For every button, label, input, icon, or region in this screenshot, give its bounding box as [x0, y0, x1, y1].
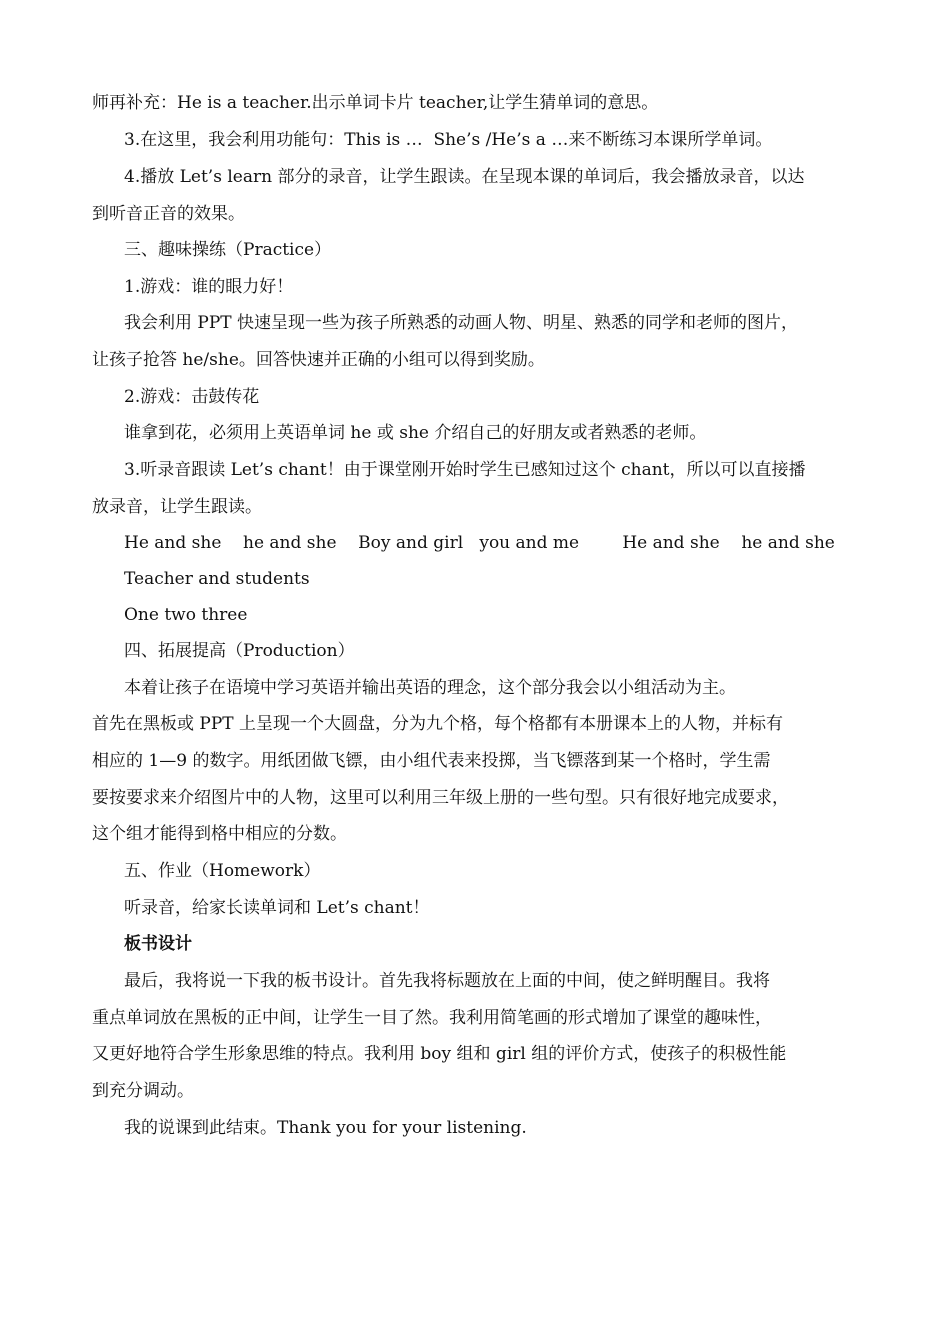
section-heading-homework: 五、作业（Homework） — [124, 861, 321, 881]
paragraph-line: 最后，我将说一下我的板书设计。首先我将标题放在上面的中间，使之鲜明醒目。我将 — [124, 971, 770, 991]
paragraph-line: 到充分调动。 — [92, 1081, 194, 1101]
paragraph-line: 重点单词放在黑板的正中间，让学生一目了然。我利用简笔画的形式增加了课堂的趣味性， — [92, 1008, 772, 1028]
section-heading-production: 四、拓展提高（Production） — [124, 641, 355, 661]
paragraph-line: 到听音正音的效果。 — [92, 204, 245, 224]
paragraph-line: 4.播放 Let’s learn 部分的录音，让学生跟读。在呈现本课的单词后，我会播放录音，以达 — [124, 167, 805, 187]
paragraph-line: 师再补充：He is a teacher.出示单词卡片 teacher,让学生猜单词的意思。 — [92, 93, 659, 113]
paragraph-line: 本着让孩子在语境中学习英语并输出英语的理念，这个部分我会以小组活动为主。 — [124, 678, 736, 698]
paragraph-line: 这个组才能得到格中相应的分数。 — [92, 824, 347, 844]
paragraph-line: 2.游戏：击鼓传花 — [124, 387, 260, 407]
board-design-heading: 板书设计 — [124, 934, 192, 954]
paragraph-line: 谁拿到花，必须用上英语单词 he 或 she 介绍自己的好朋友或者熟悉的老师。 — [124, 423, 707, 443]
paragraph-line: 要按要求来介绍图片中的人物，这里可以利用三年级上册的一些句型。只有很好地完成要求， — [92, 788, 789, 808]
section-heading-practice: 三、趣味操练（Practice） — [124, 240, 332, 260]
paragraph-line: 3.在这里，我会利用功能句：This is … She’s /He’s a …来不断练习本课所学单词。 — [124, 130, 773, 150]
paragraph-line: 相应的 1—9 的数字。用纸团做飞镖，由小组代表来投掷，当飞镖落到某一个格时，学生需 — [92, 751, 771, 771]
chant-line: Teacher and students — [124, 569, 310, 589]
paragraph-line: 我会利用 PPT 快速呈现一些为孩子所熟悉的动画人物、明星、熟悉的同学和老师的图片， — [124, 313, 799, 333]
chant-line: One two three — [124, 605, 248, 625]
paragraph-line: 首先在黑板或 PPT 上呈现一个大圆盘，分为九个格，每个格都有本册课本上的人物，并标有 — [92, 714, 784, 734]
chant-line: He and she he and she Boy and girl you and me He and she he and she — [124, 533, 835, 553]
closing-line: 我的说课到此结束。Thank you for your listening. — [124, 1118, 527, 1138]
paragraph-line: 听录音，给家长读单词和 Let’s chant！ — [124, 898, 430, 918]
paragraph-line: 又更好地符合学生形象思维的特点。我利用 boy 组和 girl 组的评价方式，使孩子的积极性能 — [92, 1044, 787, 1064]
paragraph-line: 3.听录音跟读 Let’s chant！由于课堂刚开始时学生已感知过这个 chant，所以可以直接播 — [124, 460, 806, 480]
paragraph-line: 放录音，让学生跟读。 — [92, 497, 262, 517]
paragraph-line: 让孩子抢答 he/she。回答快速并正确的小组可以得到奖励。 — [92, 350, 545, 370]
paragraph-line: 1.游戏：谁的眼力好！ — [124, 277, 294, 297]
